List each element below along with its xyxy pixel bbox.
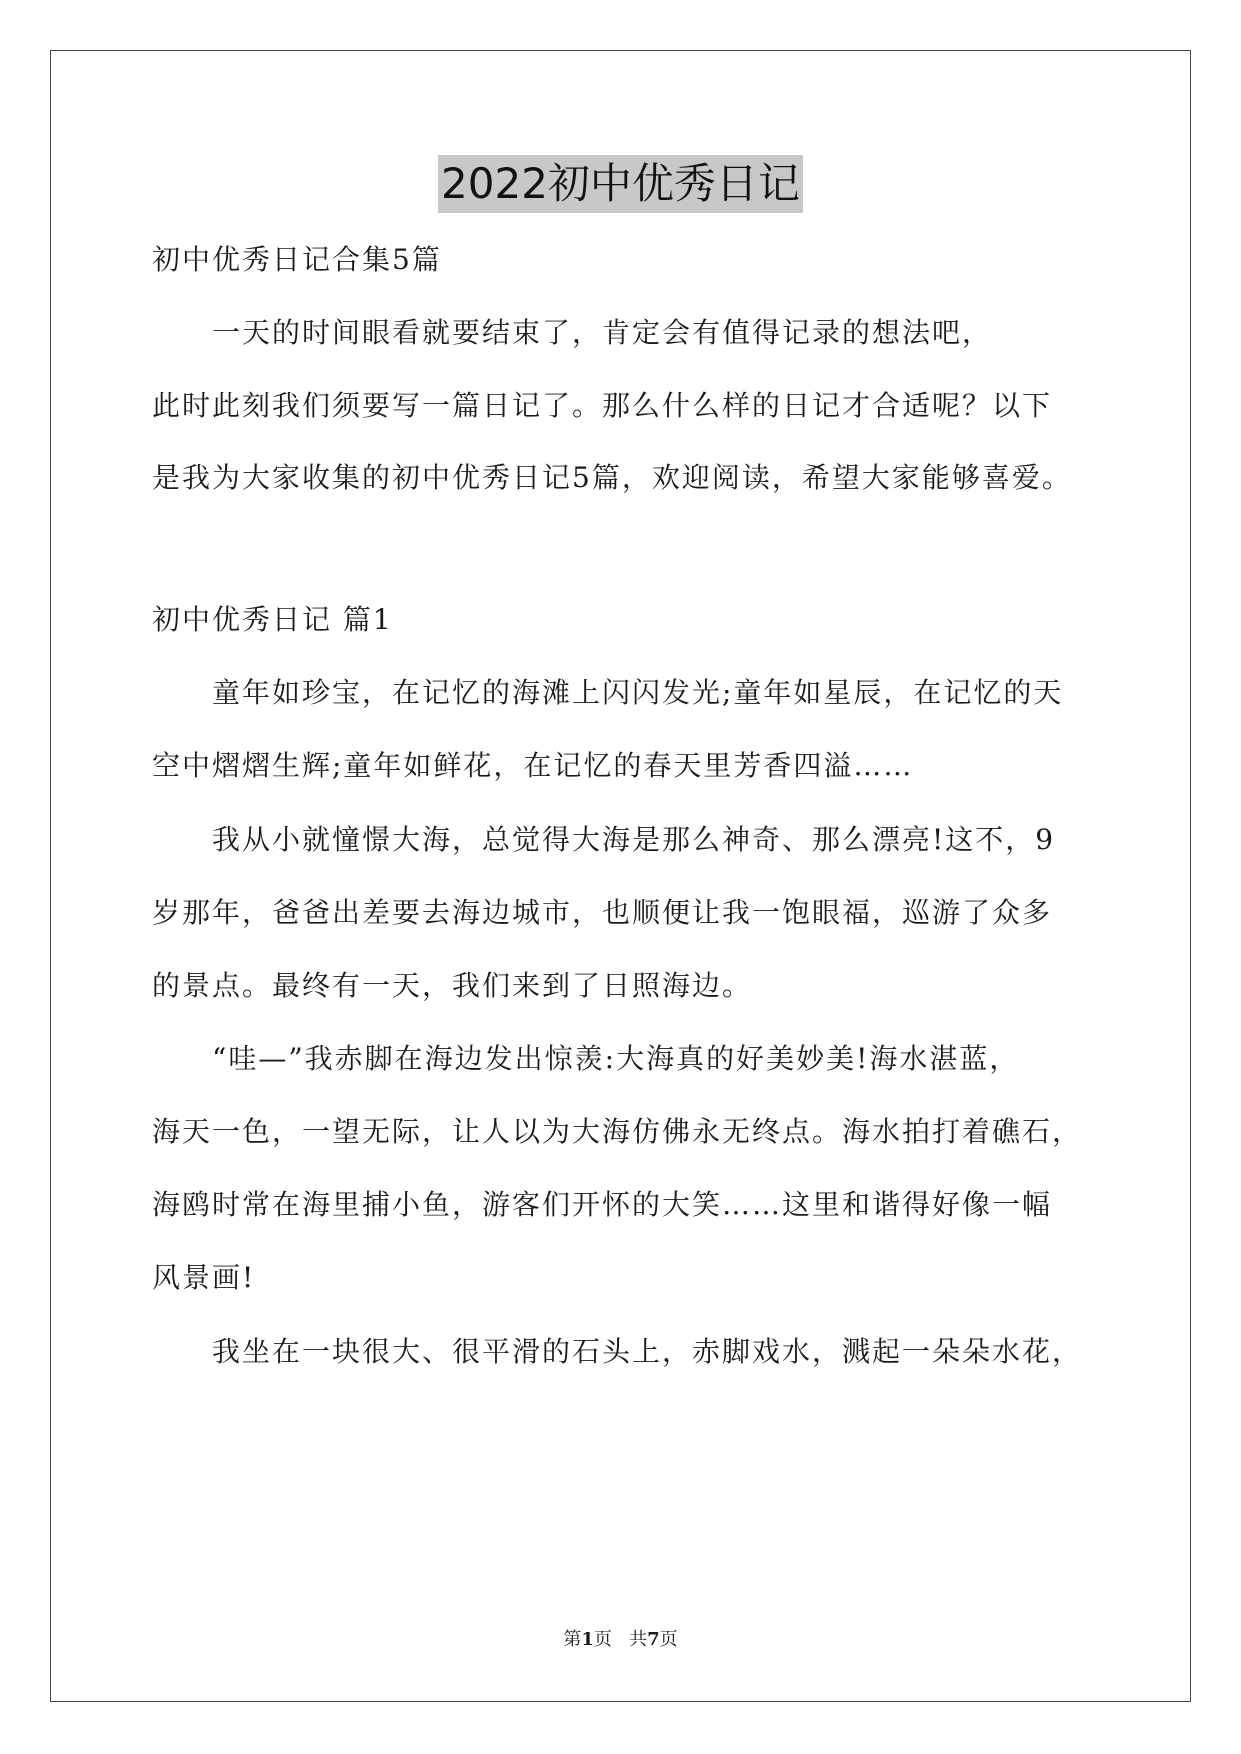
body-line: 我从小就憧憬大海，总觉得大海是那么神奇、那么漂亮!这不，9 [152, 823, 1056, 856]
document-title: 2022初中优秀日记 [438, 155, 803, 213]
title-wrap [0, 155, 1241, 213]
body-line: 海天一色，一望无际，让人以为大海仿佛永无终点。海水拍打着礁石， [152, 1115, 1083, 1148]
body-line: 空中熠熠生辉;童年如鲜花，在记忆的春天里芳香四溢…… [152, 749, 914, 782]
body-line: “哇—”我赤脚在海边发出惊羡:大海真的好美妙美!海水湛蓝， [152, 1042, 1020, 1075]
body-line: 海鸥时常在海里捕小鱼，游客们开怀的大笑……这里和谐得好像一幅 [152, 1188, 1053, 1221]
intro-line-3: 是我为大家收集的初中优秀日记5篇，欢迎阅读，希望大家能够喜爱。 [152, 461, 1072, 494]
intro-line-2: 此时此刻我们须要写一篇日记了。那么什么样的日记才合适呢？以下 [152, 389, 1053, 422]
total-suffix: 页 [659, 1629, 678, 1650]
body-line: 风景画! [152, 1261, 256, 1294]
collection-heading: 初中优秀日记合集5篇 [152, 243, 442, 276]
body-line: 岁那年，爸爸出差要去海边城市，也顺便让我一饱眼福，巡游了众多 [152, 896, 1053, 929]
page-prefix: 第 [563, 1629, 582, 1650]
section-heading: 初中优秀日记 篇1 [152, 603, 393, 636]
page-suffix: 页 [593, 1629, 612, 1650]
page-number: 1 [581, 1629, 594, 1650]
total-prefix: 共 [629, 1629, 648, 1650]
page-border [50, 50, 1191, 1702]
body-line: 童年如珍宝，在记忆的海滩上闪闪发光;童年如星辰，在记忆的天 [152, 676, 1064, 709]
body-line: 的景点。最终有一天，我们来到了日照海边。 [152, 969, 753, 1002]
intro-line-1: 一天的时间眼看就要结束了，肯定会有值得记录的想法吧， [152, 316, 993, 349]
body-line: 我坐在一块很大、很平滑的石头上，赤脚戏水，溅起一朵朵水花， [152, 1335, 1083, 1368]
page-footer [0, 1627, 1241, 1653]
total-pages: 7 [647, 1629, 660, 1650]
